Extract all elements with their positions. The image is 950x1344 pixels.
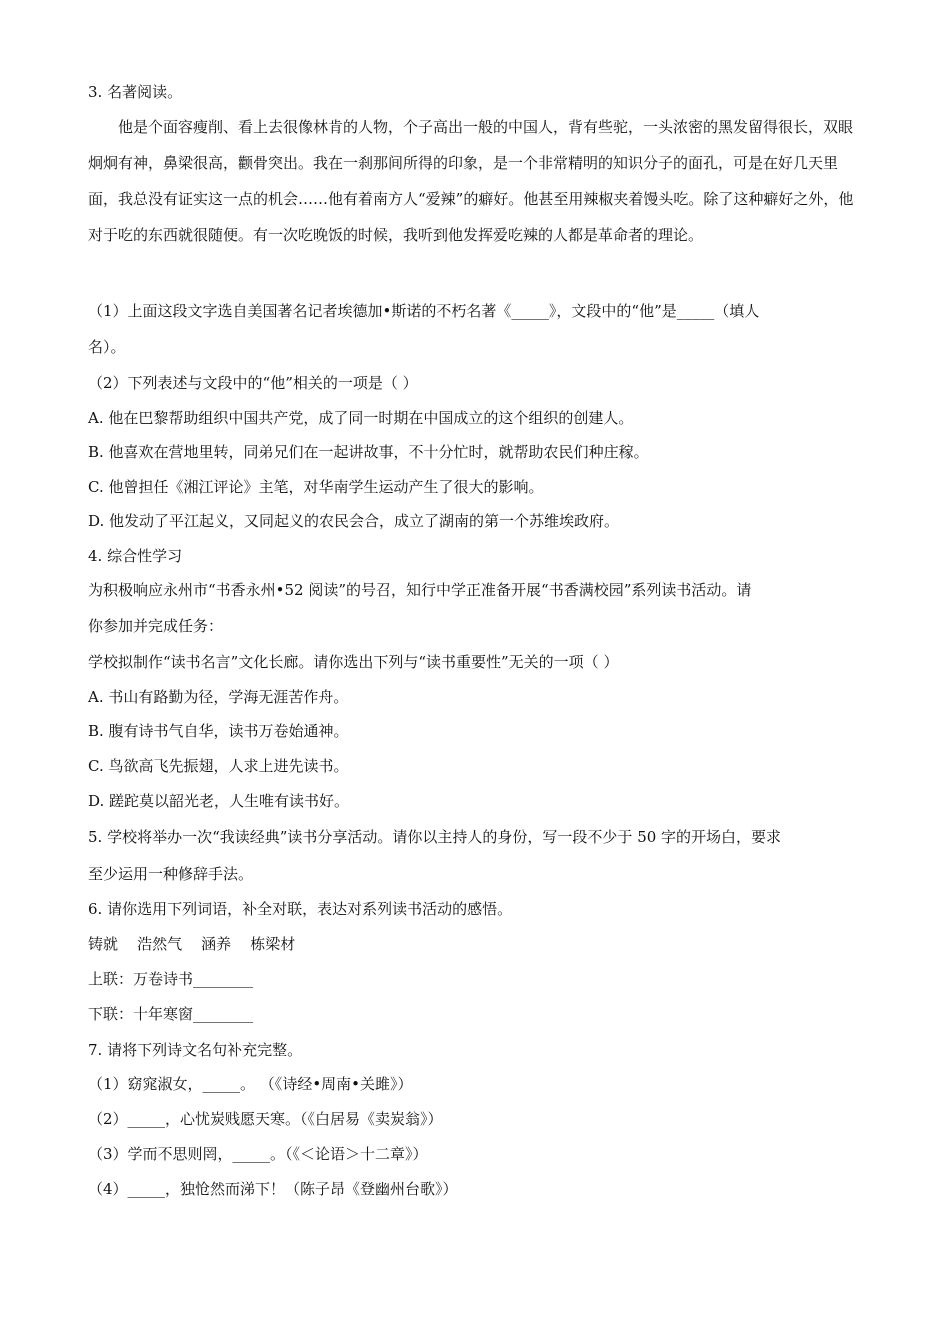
q5-line1: 5. 学校将举办一次“我读经典”读书分享活动。请你以主持人的身份，写一段不少于 50 字的开场白，要求 bbox=[88, 828, 782, 846]
q3-sub2: （2）下列表述与文段中的“他”相关的一项是（ ） bbox=[88, 374, 418, 392]
q7-sentence-3: （3）学而不思则罔，_____。（《＜论语＞十二章》） bbox=[88, 1145, 428, 1163]
q4-option-c: C. 鸟欲高飞先振翅，人求上进先读书。 bbox=[88, 757, 349, 775]
q4-intro-line1: 为积极响应永州市“书香永州•52 阅读”的号召，知行中学正准备开展“书香满校园”系列读书活动。请 bbox=[88, 581, 752, 599]
q4-option-a: A. 书山有路勤为径，学海无涯苦作舟。 bbox=[88, 688, 349, 706]
q7-title: 7. 请将下列诗文名句补充完整。 bbox=[88, 1041, 303, 1059]
q4-intro-line2: 你参加并完成任务： bbox=[88, 617, 224, 635]
q4-title: 4. 综合性学习 bbox=[88, 547, 183, 565]
q6-upper-couplet: 上联：万卷诗书________ bbox=[88, 970, 254, 988]
q7-sentence-4: （4）_____，独怆然而涕下！（陈子昂《登幽州台歌》） bbox=[88, 1180, 458, 1198]
q3-passage bbox=[88, 109, 860, 253]
q6-lower-couplet: 下联：十年寒窗________ bbox=[88, 1005, 254, 1023]
q3-option-a: A. 他在巴黎帮助组织中国共产党，成了同一时期在中国成立的这个组织的创建人。 bbox=[88, 409, 634, 427]
q5-line2: 至少运用一种修辞手法。 bbox=[88, 865, 254, 883]
q3-sub1-line2: 名）。 bbox=[88, 338, 126, 356]
q3-option-c: C. 他曾担任《湘江评论》主笔，对华南学生运动产生了很大的影响。 bbox=[88, 478, 544, 496]
q3-sub1-line1: （1）上面这段文字选自美国著名记者埃德加•斯诺的不朽名著《_____》，文段中的“他”是_____（填人 bbox=[88, 302, 760, 320]
q7-sentence-1: （1）窈窕淑女，_____。 （《诗经•周南•关雎》） bbox=[88, 1075, 413, 1093]
q3-option-b: B. 他喜欢在营地里转，同弟兄们在一起讲故事，不十分忙时，就帮助农民们种庄稼。 bbox=[88, 443, 649, 461]
q4-option-b: B. 腹有诗书气自华，读书万卷始通神。 bbox=[88, 722, 349, 740]
q6-word-bank: 铸就 浩然气 涵养 栋梁材 bbox=[88, 935, 296, 953]
q3-passage-text: 他是个面容瘦削、看上去很像林肯的人物，个子高出一般的中国人，背有些驼，一头浓密的黑发留得很长，双眼炯炯有神，鼻梁很高，颧骨突出。我在一刹那间所得的印象，是一个非常精明的知识分子的面孔，可是在好几天里面，我总没有证实这一点的机会……他有着南方人“爱辣”的癖好。他甚至用辣椒夹着馒头吃。除了这种癖好之外，他对于吃的东西就很随便。有一次吃晚饭的时候，我听到他发挥爱吃辣的人都是革命者的理论。 bbox=[88, 118, 854, 244]
q6-title: 6. 请你选用下列词语，补全对联，表达对系列读书活动的感悟。 bbox=[88, 900, 513, 918]
q3-option-d: D. 他发动了平江起义，又同起义的农民会合，成立了湖南的第一个苏维埃政府。 bbox=[88, 512, 620, 530]
q7-sentence-2: （2）_____，心忧炭贱愿天寒。（《白居易《卖炭翁》） bbox=[88, 1110, 443, 1128]
q4-question: 学校拟制作“读书名言”文化长廊。请你选出下列与“读书重要性”无关的一项（ ） bbox=[88, 653, 619, 671]
q4-option-d: D. 蹉跎莫以韶光老，人生唯有读书好。 bbox=[88, 792, 350, 810]
q3-title: 3. 名著阅读。 bbox=[88, 83, 183, 101]
